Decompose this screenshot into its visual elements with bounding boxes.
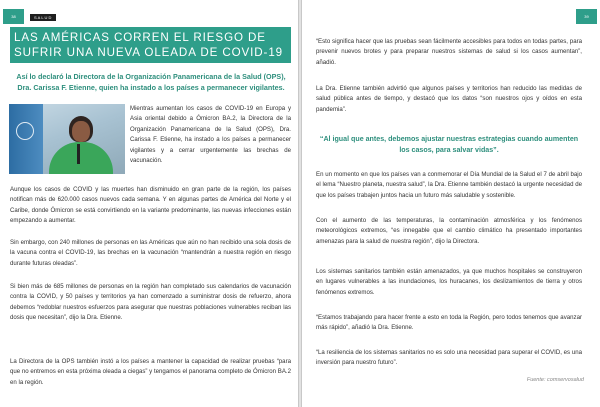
body-paragraph-2: Sin embargo, con 240 millones de personas en las Américas que aún no han recibido una sola dosis de la vacuna contra el COVID-19, las brechas en la vacunación “mantendrán a nuestra región en riesgo durante futuras oleadas”. [10,239,291,267]
section-label: SALUD [30,14,56,21]
person-body [49,142,113,174]
right-paragraph-7: “La resiliencia de los sistemas sanitarios no es solo una necesidad para superar el COVID, es una inversión para nuestro futuro”. [316,349,582,367]
right-paragraph-2: La Dra. Etienne también advirtió que algunos países y territorios han reducido las medidas de salud pública antes de tiempo, y destacó que los datos “son nuestros ojos y oídos en esta pandemia”. [316,85,582,113]
microphone-icon [77,144,80,164]
person-face [72,121,90,142]
page-number-tab-right: 39 [576,9,597,24]
intro-paragraph: Mientras aumentan los casos de COVID-19 en Europa y Asia oriental debido a Ómicron BA.2, la Directora de la Organización Panamericana de la Salud (OPS), Dra. Carissa F. Etienne, ha instado a los países a permanecer vigilantes y a cerrar urgentemente las brechas de vacunación. [130,105,291,165]
emblem-icon [16,122,34,140]
body-paragraph-4: La Directora de la OPS también instó a los países a mantener la capacidad de realizar pruebas “para que no entremos en esta próxima oleada a ciegas” y tengamos el panorama completo de Ómicron BA.2 en la región. [10,358,291,386]
source-credit: Fuente: comservosalud [526,377,584,383]
right-paragraph-4: Con el aumento de las temperaturas, la contaminación atmosférica y los fenómenos meteorológicos extremos, “es innegable que el cambio climático ha presentado importantes amenazas para la salud de nuestra región”, dijo la Directora. [316,217,582,245]
pull-quote: “Al igual que antes, debemos ajustar nuestras estrategias cuando aumenten los casos, para salvar vidas”. [319,135,579,154]
right-paragraph-6: “Estamos trabajando para hacer frente a esto en toda la Región, pero todos tenemos que avanzar más rápido”, añadió la Dra. Etienne. [316,314,582,332]
body-paragraph-3: Si bien más de 685 millones de personas en la región han completado sus calendarios de vacunación contra la COVID, y 50 países y territorios ya han comenzado a suministrar dosis de refuerzo, ahora debemos “redoblar nuestros esfuerzos para asegurar que nuestras poblaciones vulnerables reciban las dosis que necesitan”, dijo la Dra. Etienne. [10,283,291,322]
article-subtitle: Así lo declaró la Directora de la Organización Panamericana de la Salud (OPS), Dra. Carissa F. Etienne, quien ha instado a los países a permanecer vigilantes. [16,72,286,92]
left-page [0,0,298,407]
right-paragraph-5: Los sistemas sanitarios también están amenazados, ya que muchos hospitales se construyeron en lugares vulnerables a las inundaciones, los huracanes, los deslizamientos de tierra y otros fenómenos extremos. [316,268,582,296]
article-title: LAS AMÉRICAS CORREN EL RIESGO DE SUFRIR UNA NUEVA OLEADA DE COVID-19 [10,27,291,63]
page-number-tab-left: 38 [3,9,24,24]
speaker-photo [9,104,125,174]
right-paragraph-3: En un momento en que los países van a conmemorar el Día Mundial de la Salud el 7 de abril bajo el lema “Nuestro planeta, nuestra salud”, la Dra. Etienne también destacó la urgente necesidad de que los países trabajen juntos hacia un futuro más saludable y sostenible. [316,171,582,199]
body-paragraph-1: Aunque los casos de COVID y las muertes han disminuido en gran parte de la región, los países notifican más de 620.000 casos nuevos cada semana. Y en algunas partes de América del Norte y el Caribe, donde Ómicron se está convirtiendo en la variante predominante, las nuevas infecciones están empezando a aumentar. [10,186,291,225]
right-paragraph-1: “Esto significa hacer que las pruebas sean fácilmente accesibles para todos en todas partes, para prevenir nuevos brotes y para preparar nuestros sistemas de salud si los casos aumentan”, añadió. [316,38,582,66]
